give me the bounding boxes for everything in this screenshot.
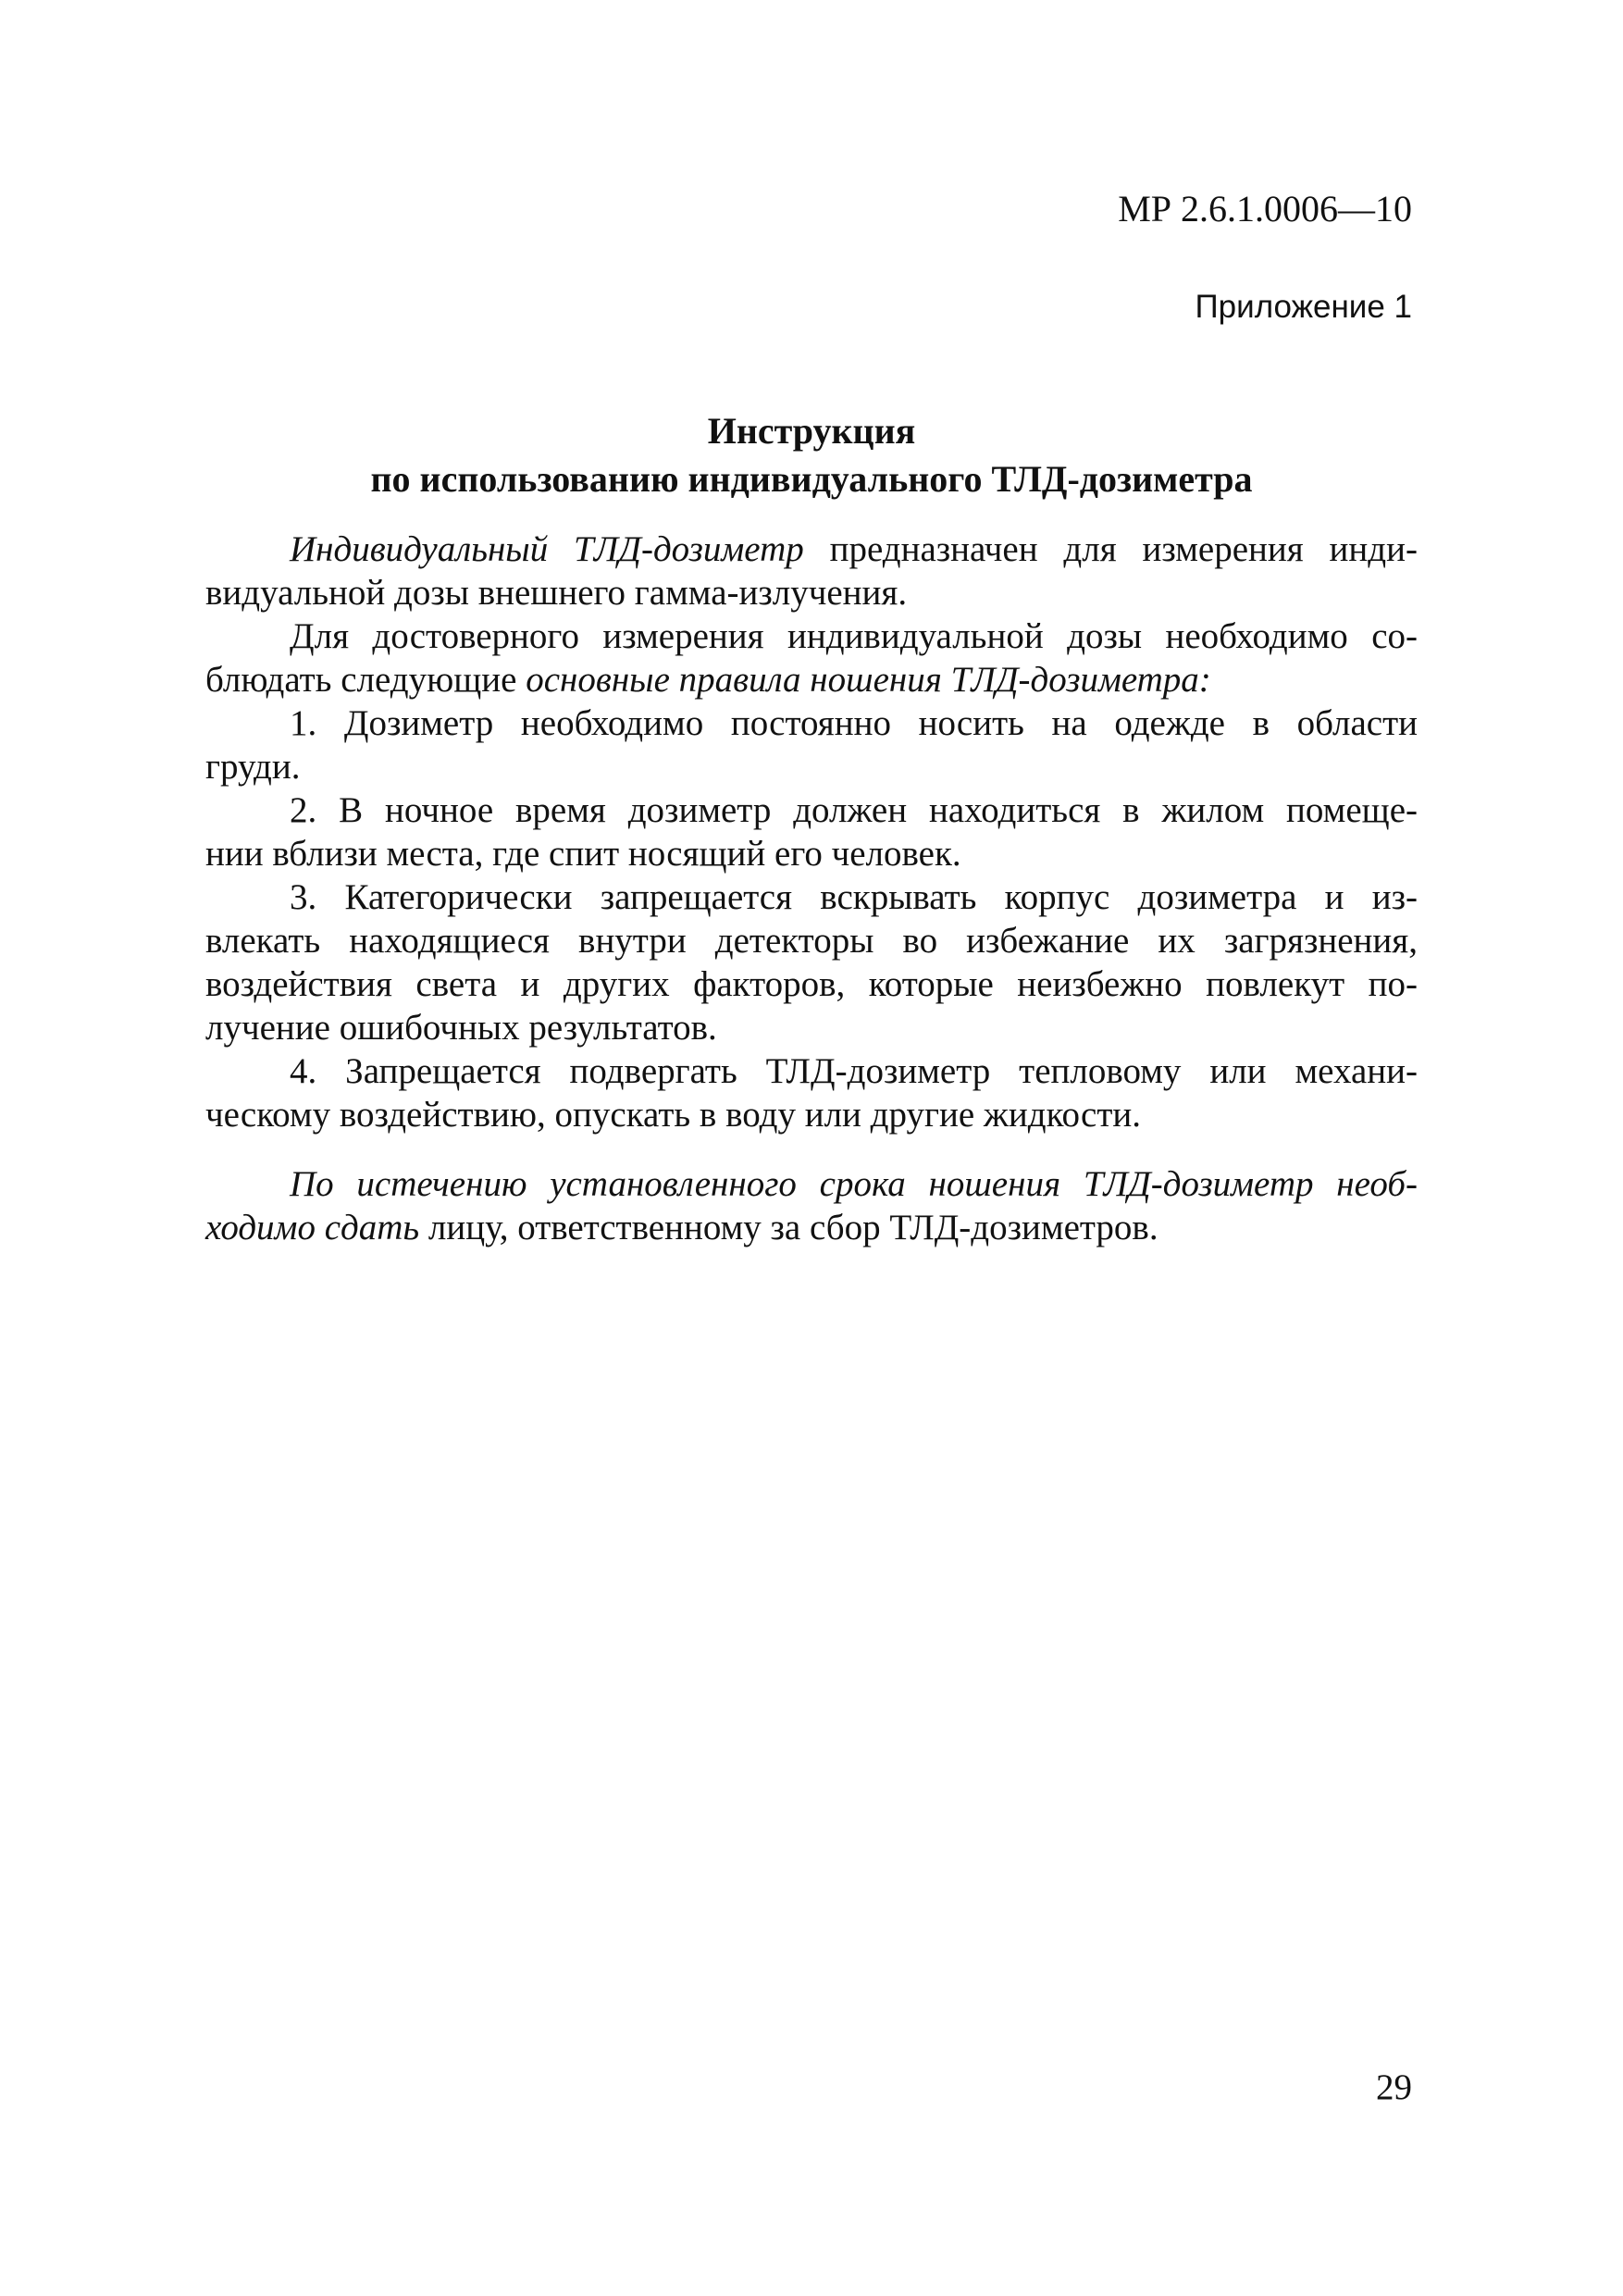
- appendix-label: Приложение 1: [1195, 289, 1412, 325]
- rules-intro-plain: блюдать следующие: [205, 660, 527, 700]
- rules-intro-paragraph: [205, 614, 1418, 701]
- document-title: [205, 407, 1418, 503]
- rules-intro-line-1: Для достоверного измерения индивидуальной дозы необходимо со-: [290, 616, 1418, 656]
- rule-4: [205, 1049, 1418, 1136]
- intro-paragraph: [205, 527, 1418, 614]
- intro-line-2: видуальной дозы внешнего гамма-излучения.: [205, 573, 908, 613]
- rule-1: [205, 701, 1418, 788]
- closing-italic: ходимо сдать: [205, 1208, 420, 1247]
- rule-3: [205, 875, 1418, 1049]
- rule-2-line-2: нии вблизи места, где спит носящий его человек.: [205, 834, 961, 874]
- rule-1-line-2: груди.: [205, 747, 301, 787]
- intro-term: Индивидуальный ТЛД-дозиметр: [290, 529, 804, 569]
- closing-line-2: [205, 1206, 1418, 1249]
- document-body: [205, 527, 1418, 1249]
- intro-line-1-rest: предназначен для измерения инди-: [803, 529, 1419, 569]
- rule-4-line-1: 4. Запрещается подвергать ТЛД-дозиметр тепловому или механи-: [290, 1051, 1418, 1091]
- intro-line-1: [205, 527, 1418, 571]
- rule-3-line-1: 3. Категорически запрещается вскрывать корпус дозиметра и из-: [290, 877, 1418, 917]
- rule-3-line-4: лучение ошибочных результатов.: [205, 1008, 717, 1048]
- rules-intro-line-2: [205, 658, 1418, 701]
- title-line-2: по использованию индивидуального ТЛД-дозиметра: [370, 458, 1253, 500]
- paragraph-spacer: [205, 1136, 1418, 1162]
- rules-intro-italic: основные правила ношения ТЛД-дозиметра:: [526, 660, 1211, 700]
- closing-line-1: По истечению установленного срока ношения ТЛД-дозиметр необ-: [290, 1164, 1418, 1204]
- rule-2: [205, 788, 1418, 875]
- title-line-1: Инструкция: [707, 410, 916, 452]
- rule-2-line-1: 2. В ночное время дозиметр должен находиться в жилом помеще-: [290, 790, 1418, 830]
- rule-4-line-2: ческому воздействию, опускать в воду или другие жидкости.: [205, 1095, 1141, 1135]
- rule-1-line-1: 1. Дозиметр необходимо постоянно носить на одежде в области: [290, 703, 1418, 743]
- rule-3-line-2: влекать находящиеся внутри детекторы во избежание их загрязнения,: [205, 921, 1418, 961]
- closing-paragraph: [205, 1162, 1418, 1249]
- rule-3-line-3: воздействия света и других факторов, которые неизбежно повлекут по-: [205, 964, 1418, 1004]
- document-code: МР 2.6.1.0006—10: [1118, 188, 1412, 230]
- closing-rest: лицу, ответственному за сбор ТЛД-дозиметров.: [419, 1208, 1158, 1247]
- page-number: 29: [1376, 2067, 1412, 2107]
